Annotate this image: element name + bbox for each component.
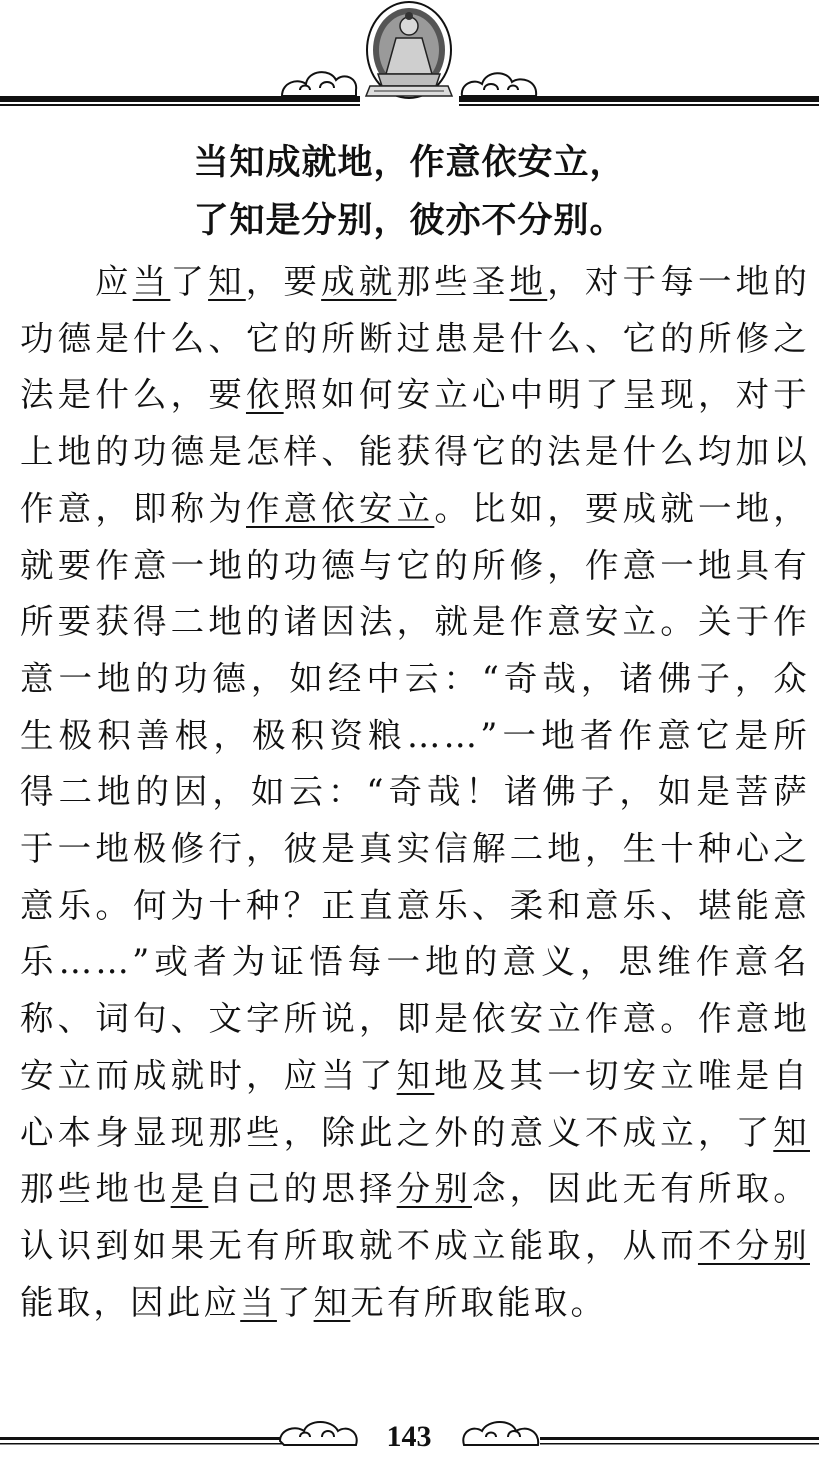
text-segment: 无有所取能取。 [350,1282,608,1322]
footer-rule-left [0,1437,300,1445]
cloud-scroll-left-icon [282,72,356,96]
underlined-term: 依 [245,375,284,415]
text-segment: ，要 [245,262,322,301]
text-segment: 照如何安立心中明了呈现，对于上地的功德是怎样、能获得它的法是什么均加以作意，即称为 [20,375,810,528]
text-segment: 念，因此无有所取。认识到如果无有所取就不成立能取，从而 [20,1169,810,1265]
underlined-term: 成就 [321,262,397,301]
underlined-term: 知 [773,1112,810,1152]
underlined-term: 知 [208,262,246,301]
verse-line-1: 当知成就地，作意依安立， [193,143,626,183]
underlined-term: 地 [509,262,548,301]
text-segment: 了 [276,1282,314,1322]
underlined-term: 作意依安立 [246,488,435,528]
text-segment: 应 [95,262,133,301]
buddha-emblem-icon [366,2,452,98]
underlined-term: 当 [132,262,171,301]
header-rule-right [459,96,819,106]
text-segment: ，对于每一地的功德是什么、它的所断过患是什么、它的所修之法是什么，要 [20,262,811,415]
commentary-paragraph [20,254,810,1331]
text-segment: 了 [170,262,209,301]
text-segment: 那些圣 [396,262,510,301]
footer-cloud-left-icon [280,1422,357,1445]
footer-rule-right [540,1437,819,1445]
page-number: 143 [386,1420,432,1453]
underlined-term: 是 [170,1169,209,1209]
underlined-term: 分别 [396,1169,472,1209]
header-ornament [0,0,819,112]
footer-cloud-right-icon [463,1422,538,1445]
underlined-term: 不分别 [697,1225,810,1265]
cloud-scroll-right-icon [462,73,536,96]
header-rule-left [0,96,360,106]
text-segment: 能取，因此应 [20,1282,241,1322]
underlined-term: 知 [313,1282,351,1322]
text-segment: 。比如，要成就一地，就要作意一地的功德与它的所修，作意一地具有所要获得二地的诸因法，就是作意安立。关于作意一地的功德，如经中云：“奇哉，诸佛子，众生极积善根，极积资粮……”一地者作意它是所得二地的因，如云：“奇哉！诸佛子，如是菩萨于一地极修行，彼是真实信解二地，生十种心之意乐。何为十种？正直意乐、柔和意乐、堪能意乐……”或者为证悟每一地的意义，思维作意名称、词句、文字所说，即是依安立作意。作意地安立而成就时，应当了 [20,488,811,1095]
underlined-term: 当 [240,1282,277,1322]
verse-line-2: 了知是分别，彼亦不分别。 [193,201,626,241]
underlined-term: 知 [396,1055,435,1095]
text-segment: 那些地也 [20,1169,171,1209]
text-segment: 自己的思择 [208,1169,397,1209]
text-segment: 地及其一切安立唯是自心本身显现那些，除此之外的意义不成立，了 [20,1055,811,1152]
